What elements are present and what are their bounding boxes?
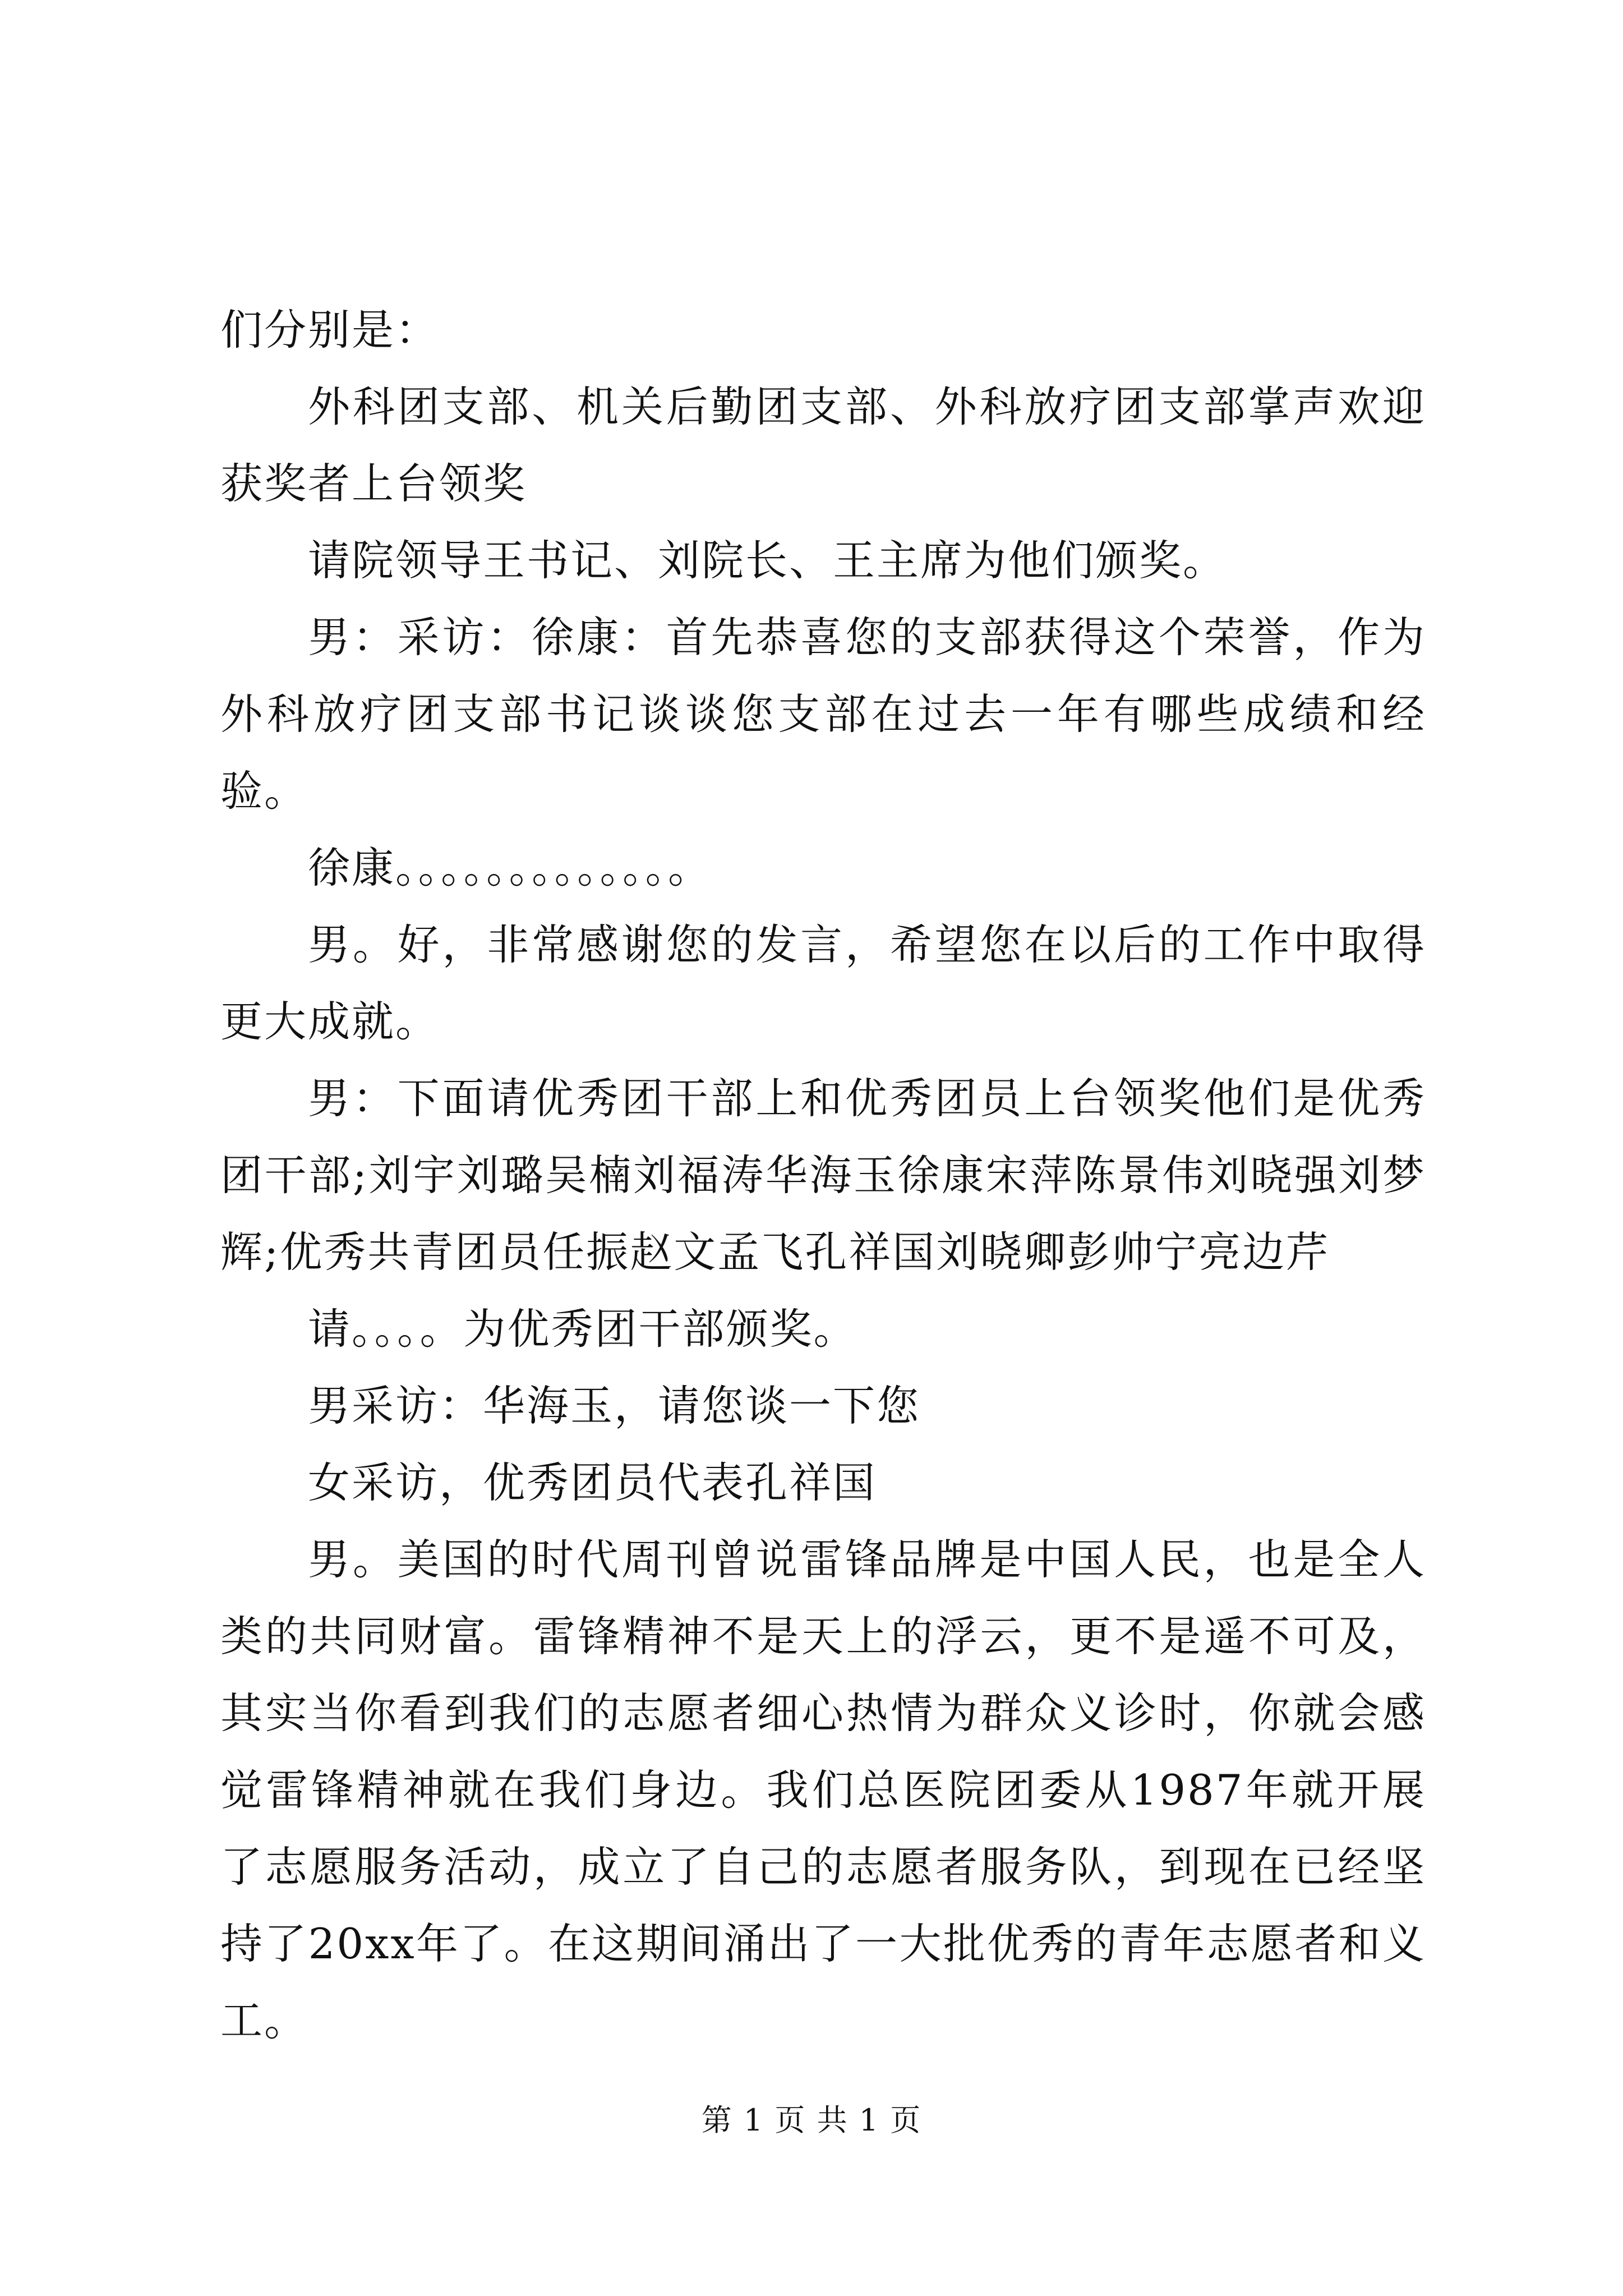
paragraph: 徐康。。。。。。。。。。。。。 bbox=[308, 843, 712, 892]
paragraph: 外科团支部、机关后勤团支部、外科放疗团支部掌声欢迎获奖者上台领奖 bbox=[220, 382, 1426, 508]
paragraph: 男：采访：徐康：首先恭喜您的支部获得这个荣誉，作为外科放疗团支部书记谈谈您支部在过去一年有哪些成绩和经验。 bbox=[220, 613, 1426, 816]
paragraph: 男。好，非常感谢您的发言，希望您在以后的工作中取得更大成就。 bbox=[220, 920, 1426, 1046]
page-footer bbox=[0, 2101, 1623, 2140]
document-body bbox=[220, 292, 1426, 2059]
page-number: 第 1 页 共 1 页 bbox=[701, 2102, 922, 2138]
paragraph: 男：下面请优秀团干部上和优秀团员上台领奖他们是优秀团干部;刘宇刘璐吴楠刘福涛华海玉徐康宋萍陈景伟刘晓强刘梦辉;优秀共青团员任振赵文孟飞孔祥国刘晓卿彭帅宁亮边芹 bbox=[220, 1074, 1426, 1277]
paragraph: 男。美国的时代周刊曾说雷锋品牌是中国人民，也是全人类的共同财富。雷锋精神不是天上的浮云，更不是遥不可及，其实当你看到我们的志愿者细心热情为群众义诊时，你就会感觉雷锋精神就在我们身边。我们总医院团委从1987年就开展了志愿服务活动，成立了自己的志愿者服务队，到现在已经坚持了20xx年了。在这期间涌出了一大批优秀的青年志愿者和义工。 bbox=[220, 1535, 1426, 2045]
paragraph: 女采访，优秀团员代表孔祥国 bbox=[308, 1458, 877, 1507]
paragraph: 请院领导王书记、刘院长、王主席为他们颁奖。 bbox=[308, 536, 1227, 585]
paragraph: 男采访：华海玉，请您谈一下您 bbox=[308, 1381, 921, 1430]
paragraph: 请。。。。为优秀团干部颁奖。 bbox=[308, 1304, 857, 1354]
paragraph: 们分别是： bbox=[220, 305, 440, 355]
